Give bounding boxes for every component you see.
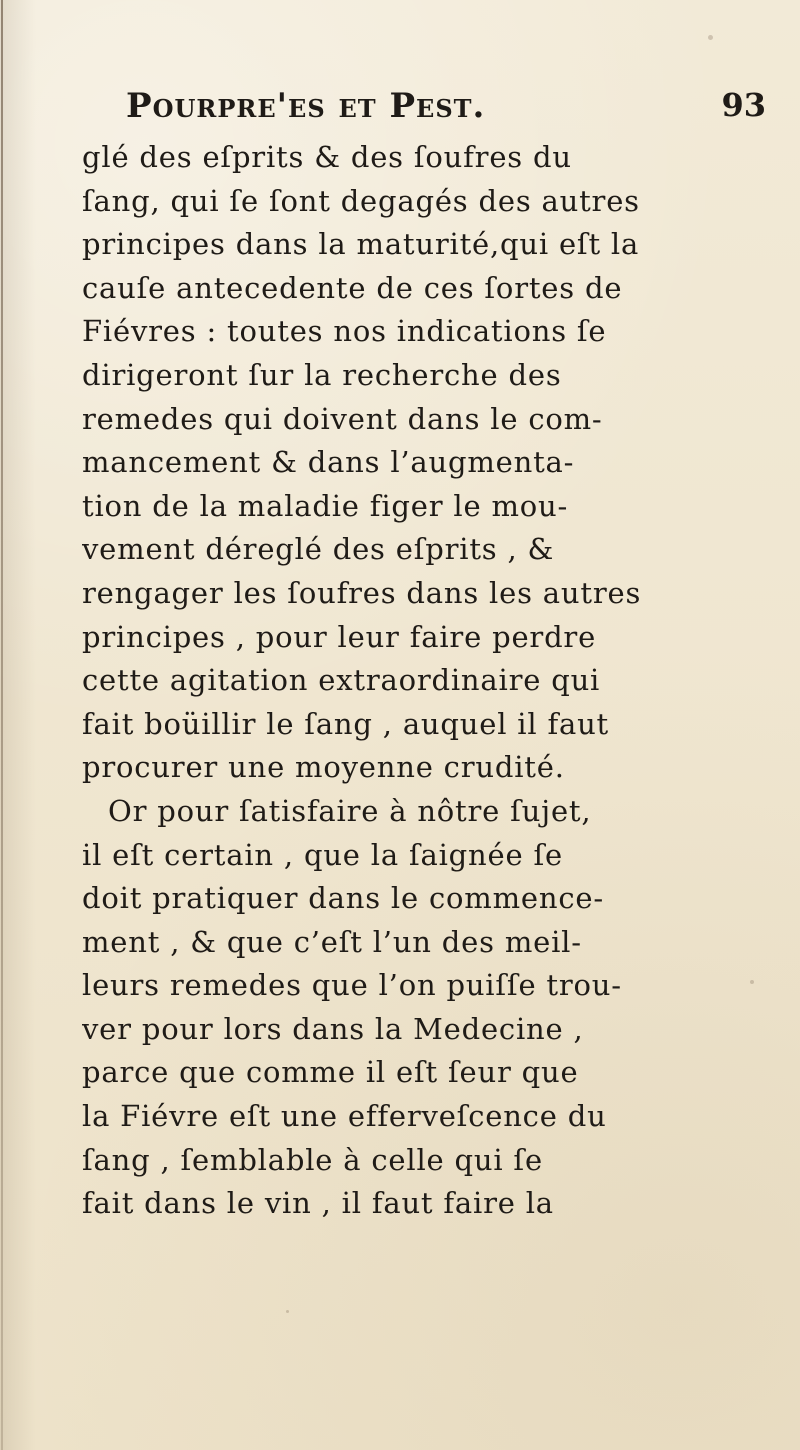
- text-line: principes dans la maturité,qui eſt la: [82, 227, 640, 262]
- text-line: cette agitation extraordinaire qui: [82, 663, 601, 698]
- page-number: 93: [721, 86, 766, 124]
- text-line: ſang, qui ſe ſont degagés des autres: [82, 183, 640, 218]
- binding-shadow: [0, 0, 36, 1450]
- binding-edge: [1, 0, 3, 1450]
- text-line: Fiévres : toutes nos indications ſe: [82, 314, 607, 349]
- text-line: ſang , ſemblable à celle qui ſe: [82, 1142, 543, 1177]
- text-line: mancement & dans l’augmenta-: [82, 445, 575, 480]
- page-header: [126, 86, 766, 130]
- text-line: vement déreglé des eſprits , &: [82, 532, 555, 567]
- text-line: il eſt certain , que la ſaignée ſe: [82, 837, 563, 872]
- text-line: principes , pour leur faire perdre: [82, 619, 597, 654]
- text-line: leurs remedes que l’on puiſſe trou-: [82, 968, 622, 1003]
- text-line: ver pour lors dans la Medecine ,: [82, 1011, 584, 1046]
- body-text: [82, 136, 767, 1226]
- paragraph-start-line: Or pour ſatisfaire à nôtre ſujet,: [108, 793, 592, 828]
- text-line: ment , & que c’eſt l’un des meil-: [82, 924, 582, 959]
- text-line: la Fiévre eſt une efferveſcence du: [82, 1099, 607, 1134]
- text-line: doit pratiquer dans le commence-: [82, 881, 604, 916]
- text-line: rengager les ſoufres dans les autres: [82, 575, 642, 610]
- text-line: parce que comme il eſt ſeur que: [82, 1055, 579, 1090]
- text-line: glé des eſprits & des ſoufres du: [82, 140, 572, 174]
- text-line: tion de la maladie figer le mou-: [82, 488, 569, 523]
- text-line: cauſe antecedente de ces ſortes de: [82, 270, 623, 305]
- running-title: Pourpre'es et Pest.: [126, 86, 486, 126]
- paper-speck: [286, 1310, 289, 1313]
- paper-speck: [708, 35, 713, 40]
- text-line: procurer une moyenne crudité.: [82, 750, 565, 785]
- text-line: fait dans le vin , il faut faire la: [82, 1186, 554, 1221]
- text-line: dirigeront ſur la recherche des: [82, 357, 562, 392]
- text-line: fait boüillir le ſang , auquel il faut: [82, 706, 610, 741]
- text-line: remedes qui doivent dans le com-: [82, 401, 603, 436]
